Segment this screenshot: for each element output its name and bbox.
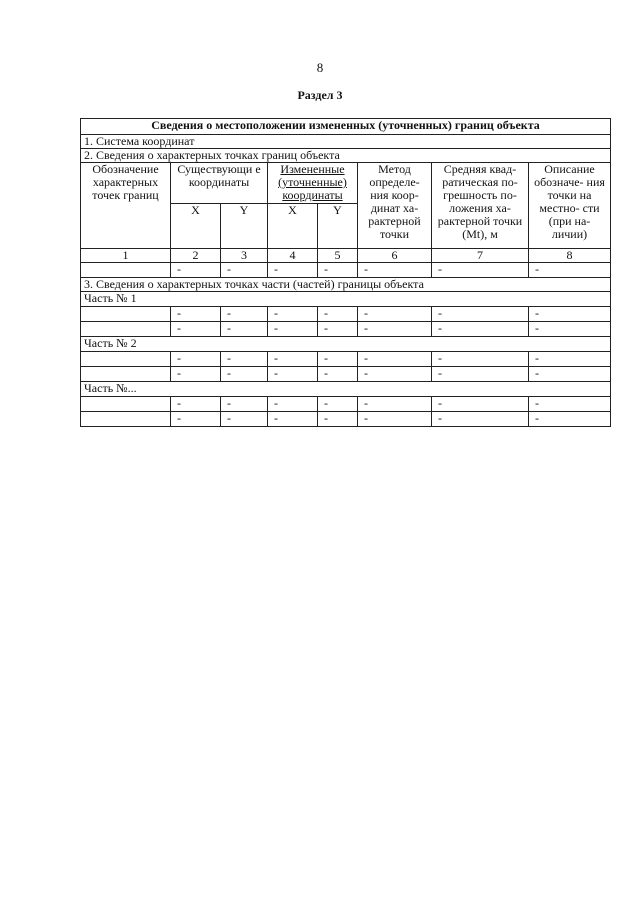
dash-cell: - bbox=[221, 322, 268, 337]
dash-cell: - bbox=[221, 367, 268, 382]
coordinate-system-label: 1. Система координат bbox=[81, 135, 611, 149]
dash-cell: - bbox=[529, 322, 611, 337]
table-row bbox=[81, 307, 611, 322]
dash-cell: - bbox=[221, 397, 268, 412]
column-number: 1 bbox=[81, 249, 171, 263]
dash-cell: - bbox=[171, 307, 221, 322]
dash-cell: - bbox=[268, 263, 318, 278]
dash-cell: - bbox=[318, 397, 358, 412]
column-numbers-row bbox=[81, 249, 611, 263]
table-row bbox=[81, 397, 611, 412]
table-row bbox=[81, 263, 611, 278]
column-number: 8 bbox=[529, 249, 611, 263]
dash-cell: - bbox=[268, 352, 318, 367]
dash-cell: - bbox=[529, 367, 611, 382]
dash-cell: - bbox=[268, 322, 318, 337]
empty-cell bbox=[81, 367, 171, 382]
part-label-row bbox=[81, 292, 611, 307]
section-title: Раздел 3 bbox=[297, 88, 343, 102]
dash-cell: - bbox=[358, 397, 432, 412]
part-label: Часть №... bbox=[81, 382, 611, 397]
dash-cell: - bbox=[529, 263, 611, 278]
dash-cell: - bbox=[318, 352, 358, 367]
dash-cell: - bbox=[358, 412, 432, 427]
dash-cell: - bbox=[358, 352, 432, 367]
empty-cell bbox=[81, 322, 171, 337]
table-title: Сведения о местоположении измененных (уточненных) границ объекта bbox=[81, 119, 611, 135]
dash-cell: - bbox=[358, 307, 432, 322]
column-number: 2 bbox=[171, 249, 221, 263]
part-label-row bbox=[81, 382, 611, 397]
part-points-row bbox=[81, 278, 611, 292]
dash-cell: - bbox=[318, 412, 358, 427]
table-row bbox=[81, 367, 611, 382]
dash-cell: - bbox=[432, 322, 529, 337]
header-row bbox=[81, 163, 611, 204]
empty-cell bbox=[81, 307, 171, 322]
column-number: 5 bbox=[318, 249, 358, 263]
dash-cell: - bbox=[171, 263, 221, 278]
header-changed-x: X bbox=[268, 204, 318, 249]
header-changed-text: Измененные (уточненные) координаты bbox=[278, 162, 347, 202]
part-label-row bbox=[81, 337, 611, 352]
table-row bbox=[81, 322, 611, 337]
dash-cell: - bbox=[432, 307, 529, 322]
dash-cell: - bbox=[221, 307, 268, 322]
dash-cell: - bbox=[358, 263, 432, 278]
dash-cell: - bbox=[529, 397, 611, 412]
empty-cell bbox=[81, 352, 171, 367]
dash-cell: - bbox=[268, 412, 318, 427]
header-description: Описание обозначе- ния точки на местно- сти (при на- личии) bbox=[529, 163, 611, 249]
header-existing-x: X bbox=[171, 204, 221, 249]
dash-cell: - bbox=[221, 263, 268, 278]
dash-cell: - bbox=[529, 412, 611, 427]
header-changed-y: Y bbox=[318, 204, 358, 249]
part-label: Часть № 1 bbox=[81, 292, 611, 307]
header-existing: Существующи е координаты bbox=[171, 163, 268, 204]
column-number: 6 bbox=[358, 249, 432, 263]
page-number: 8 bbox=[316, 60, 324, 75]
dash-cell: - bbox=[358, 322, 432, 337]
table-row bbox=[81, 412, 611, 427]
header-changed bbox=[268, 163, 358, 204]
empty-cell bbox=[81, 397, 171, 412]
empty-cell bbox=[81, 263, 171, 278]
dash-cell: - bbox=[268, 397, 318, 412]
dash-cell: - bbox=[171, 352, 221, 367]
dash-cell: - bbox=[318, 322, 358, 337]
table-row bbox=[81, 352, 611, 367]
dash-cell: - bbox=[529, 352, 611, 367]
table-title-row bbox=[81, 119, 611, 135]
column-number: 7 bbox=[432, 249, 529, 263]
header-method: Метод определе- ния коор- динат ха- рактерной точки bbox=[358, 163, 432, 249]
coordinate-system-row bbox=[81, 135, 611, 149]
dash-cell: - bbox=[171, 322, 221, 337]
boundary-points-label: 2. Сведения о характерных точках границ объекта bbox=[81, 149, 611, 163]
dash-cell: - bbox=[432, 367, 529, 382]
dash-cell: - bbox=[221, 352, 268, 367]
part-points-label: 3. Сведения о характерных точках части (частей) границы объекта bbox=[81, 278, 611, 292]
dash-cell: - bbox=[318, 367, 358, 382]
dash-cell: - bbox=[358, 367, 432, 382]
dash-cell: - bbox=[318, 307, 358, 322]
dash-cell: - bbox=[171, 367, 221, 382]
boundary-points-row bbox=[81, 149, 611, 163]
part-label: Часть № 2 bbox=[81, 337, 611, 352]
dash-cell: - bbox=[432, 263, 529, 278]
dash-cell: - bbox=[432, 397, 529, 412]
column-number: 3 bbox=[221, 249, 268, 263]
empty-cell bbox=[81, 412, 171, 427]
dash-cell: - bbox=[268, 367, 318, 382]
dash-cell: - bbox=[171, 397, 221, 412]
dash-cell: - bbox=[171, 412, 221, 427]
dash-cell: - bbox=[432, 412, 529, 427]
dash-cell: - bbox=[529, 307, 611, 322]
dash-cell: - bbox=[268, 307, 318, 322]
column-number: 4 bbox=[268, 249, 318, 263]
dash-cell: - bbox=[221, 412, 268, 427]
header-designation: Обозначение характерных точек границ bbox=[81, 163, 171, 249]
header-existing-y: Y bbox=[221, 204, 268, 249]
boundary-table bbox=[80, 118, 611, 427]
dash-cell: - bbox=[432, 352, 529, 367]
header-accuracy: Средняя квад- ратическая по- грешность по- ложения ха- рактерной точки (Mt), м bbox=[432, 163, 529, 249]
dash-cell: - bbox=[318, 263, 358, 278]
